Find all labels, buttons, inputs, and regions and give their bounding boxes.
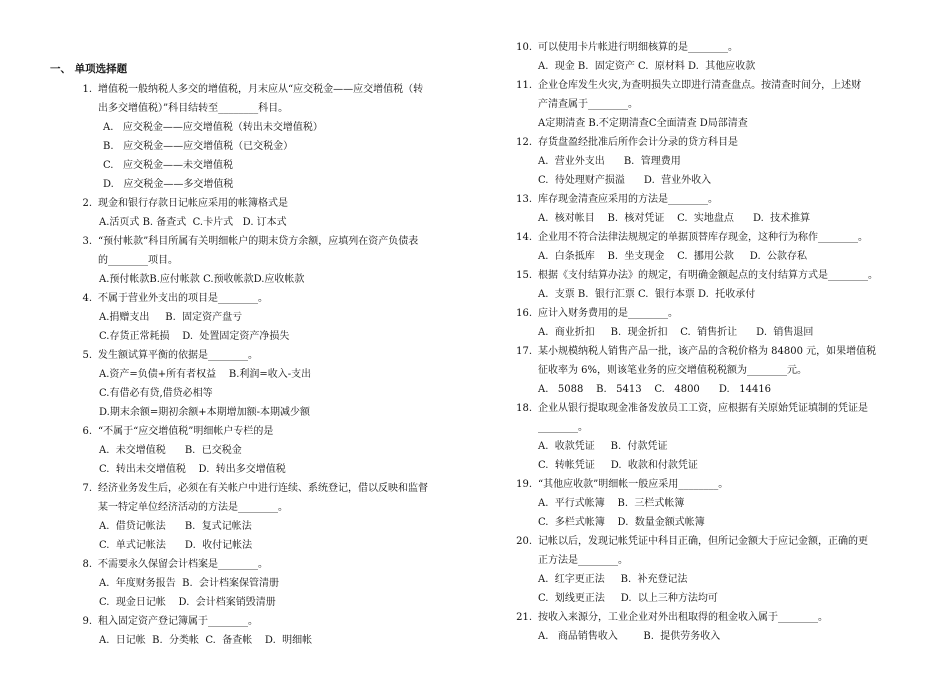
question-text	[98, 80, 423, 118]
option-d: D. 应交税金——多交增值税	[103, 179, 234, 190]
question-line: 企业仓库发生火灾,为查明损失立即进行清查盘点。按清查时间分，上述财	[538, 80, 862, 91]
options-line: A. 年度财务报告 B. 会计档案保管清册	[99, 578, 279, 589]
question-number: 20.	[516, 536, 532, 547]
question-text	[538, 399, 868, 437]
options-line: A. 商业折扣 B. 现金折扣 C. 销售折让 D. 销售退回	[538, 327, 814, 338]
options-line: A. 借贷记帐法 B. 复式记帐法	[99, 521, 252, 532]
options-line: D.期末余额=期初余额+本期增加额-本期减少额	[99, 407, 310, 418]
option-c: C. 应交税金——未交增值税	[103, 160, 234, 171]
question-number: 4.	[82, 293, 92, 304]
question-text: 按收入来源分，工业企业对外出租取得的租金收入属于________。	[538, 612, 828, 623]
question-text: 应计入财务费用的是________。	[538, 308, 678, 319]
question-text: 发生额试算平衡的依据是________。	[98, 350, 258, 361]
question-line: “预付帐款”科目所属有关明细帐户的期末贷方余额，应填列在资产负债表	[98, 236, 419, 247]
question-text: 不属于营业外支出的项目是________。	[98, 293, 268, 304]
options-line: C.有借必有贷,借贷必相等	[99, 388, 213, 399]
options-line: C. 现金日记帐 D. 会计档案销毁清册	[99, 597, 276, 608]
question-number: 2.	[82, 198, 92, 209]
question-number: 16.	[516, 308, 532, 319]
options-line: A. 支票 B. 银行汇票 C. 银行本票 D. 托收承付	[538, 289, 756, 300]
options-line: A. 日记帐 B. 分类帐 C. 备查帐 D. 明细帐	[99, 635, 313, 646]
question-number: 14.	[516, 232, 532, 243]
options-line: A.捐赠支出 B. 固定资产盘亏	[99, 312, 243, 323]
question-number: 3.	[82, 236, 92, 247]
question-line: 企业从银行提取现金准备发放员工工资，应根据有关原始凭证填制的凭证是	[538, 403, 868, 414]
options-line: A. 红字更正法 B. 补充登记法	[538, 574, 688, 585]
question-line: 征收率为 6%，则该笔业务的应交增值税税额为________元。	[538, 365, 808, 376]
options-line: C.存货正常耗损 D. 处置固定资产净损失	[99, 331, 290, 342]
question-number: 17.	[516, 346, 532, 357]
right-column	[475, 0, 950, 686]
options-line: C. 转出未交增值税 D. 转出多交增值税	[99, 464, 286, 475]
options-line: A. 平行式帐簿 B. 三栏式帐簿	[538, 498, 685, 509]
question-text: 存货盘盈经批准后所作会计分录的贷方科目是	[538, 137, 738, 148]
options-line: A. 收款凭证 B. 付款凭证	[538, 441, 668, 452]
question-number: 21.	[516, 612, 532, 623]
options-line: C. 转帐凭证 D. 收款和付款凭证	[538, 460, 698, 471]
question-number: 7.	[82, 483, 92, 494]
question-text	[538, 342, 876, 380]
options-line: A. 营业外支出 B. 管理费用	[538, 156, 681, 167]
question-text: “其他应收款”明细帐一般应采用________。	[538, 479, 729, 490]
question-text: 不需要永久保留会计档案是________。	[98, 559, 268, 570]
question-text	[538, 532, 868, 570]
options-line: A. 现金 B. 固定资产 C. 原材料 D. 其他应收款	[538, 61, 756, 72]
question-line: 产清查属于________。	[538, 99, 638, 110]
question-number: 10.	[516, 42, 532, 53]
options-line: C. 多栏式帐簿 D. 数量金额式帐簿	[538, 517, 705, 528]
question-line: ________。	[538, 422, 588, 433]
question-text: 现金和银行存款日记帐应采用的帐簿格式是	[98, 198, 288, 209]
question-line: 出多交增值税）”科目结转至________科目。	[98, 103, 289, 114]
question-number: 11.	[516, 80, 532, 91]
options-line: A. 白条抵库 B. 坐支现金 C. 挪用公款 D. 公款存私	[538, 251, 807, 262]
question-number: 12.	[516, 137, 532, 148]
question-text: “不属于“应交增值税”明细帐户专栏的是	[98, 426, 274, 437]
section-title: 一、 单项选择题	[50, 63, 128, 75]
options-line: C. 划线更正法 D. 以上三种方法均可	[538, 593, 718, 604]
option-b: B. 应交税金——应交增值税（已交税金）	[103, 141, 294, 152]
question-text: 可以使用卡片帐进行明细核算的是________。	[538, 42, 738, 53]
question-line: 正方法是________。	[538, 555, 628, 566]
options-line: A.活页式 B. 备查式 C.卡片式 D. 订本式	[99, 217, 287, 228]
question-line: 增值税一般纳税人多交的增值税，月末应从“应交税金——应交增值税（转	[98, 84, 424, 95]
question-line: 某小规模纳税人销售产品一批，该产品的含税价格为 84800 元，如果增值税	[538, 346, 877, 357]
options-line: A.预付帐款B.应付帐款 C.预收帐款D.应收帐款	[99, 274, 305, 285]
question-number: 15.	[516, 270, 532, 281]
question-text: 库存现金清查应采用的方法是________。	[538, 194, 718, 205]
options-line: A. 未交增值税 B. 已交税金	[99, 445, 242, 456]
question-text	[538, 76, 861, 114]
question-number: 13.	[516, 194, 532, 205]
question-text: 企业用不符合法律法规规定的单据顶替库存现金，这种行为称作________。	[538, 232, 868, 243]
question-line: 经济业务发生后，必须在有关帐户中进行连续、系统登记，借以反映和监督	[98, 483, 428, 494]
question-text	[98, 479, 428, 517]
options-line: A. 核对帐目 B. 核对凭证 C. 实地盘点 D. 技术推算	[538, 213, 811, 224]
options-line: C. 待处理财产损溢 D. 营业外收入	[538, 175, 712, 186]
question-line: 记帐以后，发现记帐凭证中科目正确，但所记金额大于应记金额，正确的更	[538, 536, 868, 547]
question-number: 18.	[516, 403, 532, 414]
question-number: 8.	[82, 559, 92, 570]
question-text	[98, 232, 418, 270]
question-text: 租入固定资产登记簿属于________。	[98, 616, 258, 627]
options-line: A. 5088 B. 5413 C. 4800 D. 14416	[538, 384, 772, 395]
question-number: 19.	[516, 479, 532, 490]
options-line: A定期清查 B.不定期清查C全面清查 D局部清查	[538, 118, 748, 129]
option-a: A. 应交税金——应交增值税（转出未交增值税）	[103, 122, 323, 133]
question-line: 某一特定单位经济活动的方法是________。	[98, 502, 288, 513]
options-line: A.资产=负债+所有者权益 B.利润=收入-支出	[99, 369, 312, 380]
question-number: 5.	[82, 350, 92, 361]
options-line: A. 商品销售收入 B. 提供劳务收入	[538, 631, 721, 642]
options-line: C. 单式记帐法 D. 收付记帐法	[99, 540, 253, 551]
question-number: 9.	[82, 616, 92, 627]
question-number: 6.	[82, 426, 92, 437]
question-text: 根据《支付结算办法》的规定，有明确金额起点的支付结算方式是________。	[538, 270, 878, 281]
question-line: 的________项目。	[98, 255, 178, 266]
question-number: 1.	[82, 84, 92, 95]
